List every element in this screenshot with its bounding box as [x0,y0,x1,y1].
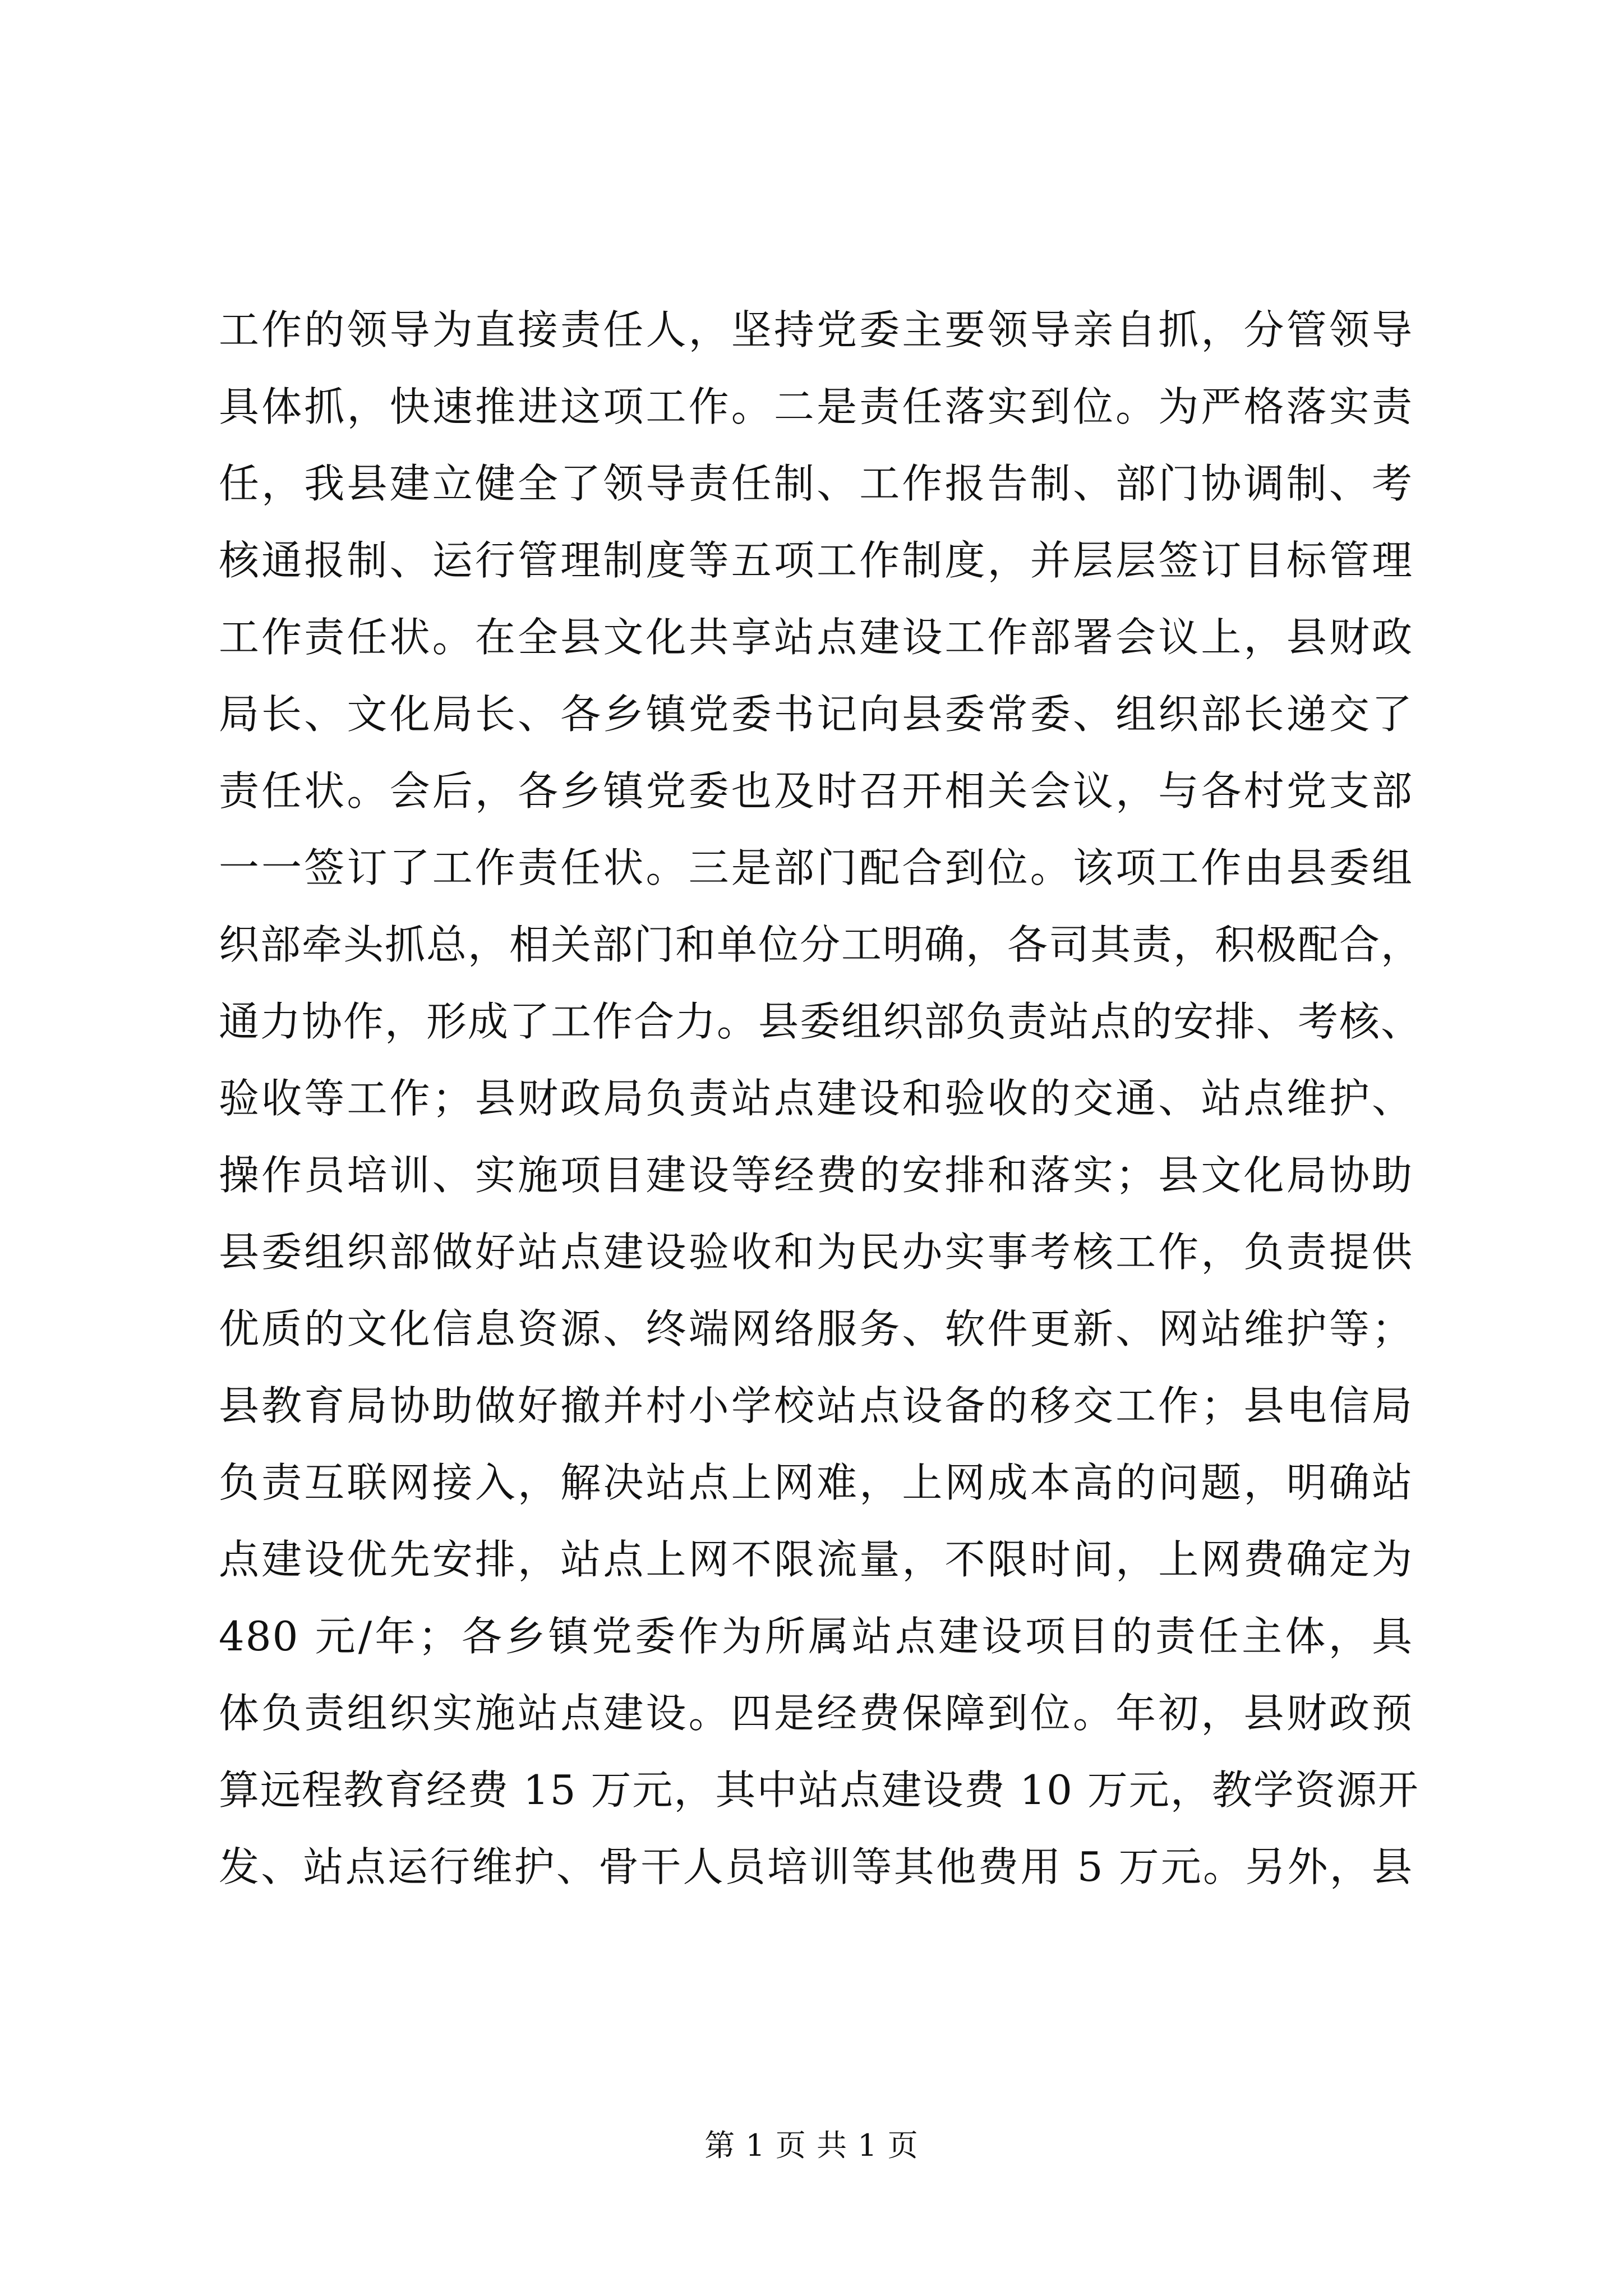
text-line: 480 元/年；各乡镇党委作为所属站点建设项目的责任主体，具 [219,1613,1413,1660]
text-line: 验收等工作；县财政局负责站点建设和验收的交通、站点维护、 [219,1075,1413,1122]
text-line: 织部牵头抓总，相关部门和单位分工明确，各司其责，积极配合， [219,921,1423,968]
text-line: 县教育局协助做好撤并村小学校站点设备的移交工作；县电信局 [219,1382,1413,1429]
text-line: 一一签订了工作责任状。三是部门配合到位。该项工作由县委组 [219,844,1413,891]
page-footer [0,2126,1623,2165]
text-line: 通力协作，形成了工作合力。县委组织部负责站点的安排、考核、 [219,998,1423,1045]
text-line: 操作员培训、实施项目建设等经费的安排和落实；县文化局协助 [219,1152,1413,1199]
text-line: 县委组织部做好站点建设验收和为民办实事考核工作，负责提供 [219,1228,1413,1276]
text-line: 核通报制、运行管理制度等五项工作制度，并层层签订目标管理 [219,537,1413,584]
page-number-label: 第 1 页 共 1 页 [704,2128,919,2163]
text-line: 点建设优先安排，站点上网不限流量，不限时间，上网费确定为 [219,1536,1413,1583]
text-line: 工作的领导为直接责任人，坚持党委主要领导亲自抓，分管领导 [219,306,1413,353]
text-line: 体负责组织实施站点建设。四是经费保障到位。年初，县财政预 [219,1690,1413,1737]
text-line: 发、站点运行维护、骨干人员培训等其他费用 5 万元。另外，县 [219,1843,1413,1890]
text-line: 工作责任状。在全县文化共享站点建设工作部署会议上，县财政 [219,614,1413,661]
text-line: 优质的文化信息资源、终端网络服务、软件更新、网站维护等； [219,1305,1413,1352]
text-line: 负责互联网接入，解决站点上网难，上网成本高的问题，明确站 [219,1459,1413,1506]
text-line: 责任状。会后，各乡镇党委也及时召开相关会议，与各村党支部 [219,767,1413,815]
text-line: 任，我县建立健全了领导责任制、工作报告制、部门协调制、考 [219,460,1413,507]
text-line: 局长、文化局长、各乡镇党委书记向县委常委、组织部长递交了 [219,691,1413,738]
text-line: 具体抓，快速推进这项工作。二是责任落实到位。为严格落实责 [219,383,1413,430]
body-text [219,292,1423,1906]
text-line: 算远程教育经费 15 万元，其中站点建设费 10 万元，教学资源开 [219,1766,1419,1814]
